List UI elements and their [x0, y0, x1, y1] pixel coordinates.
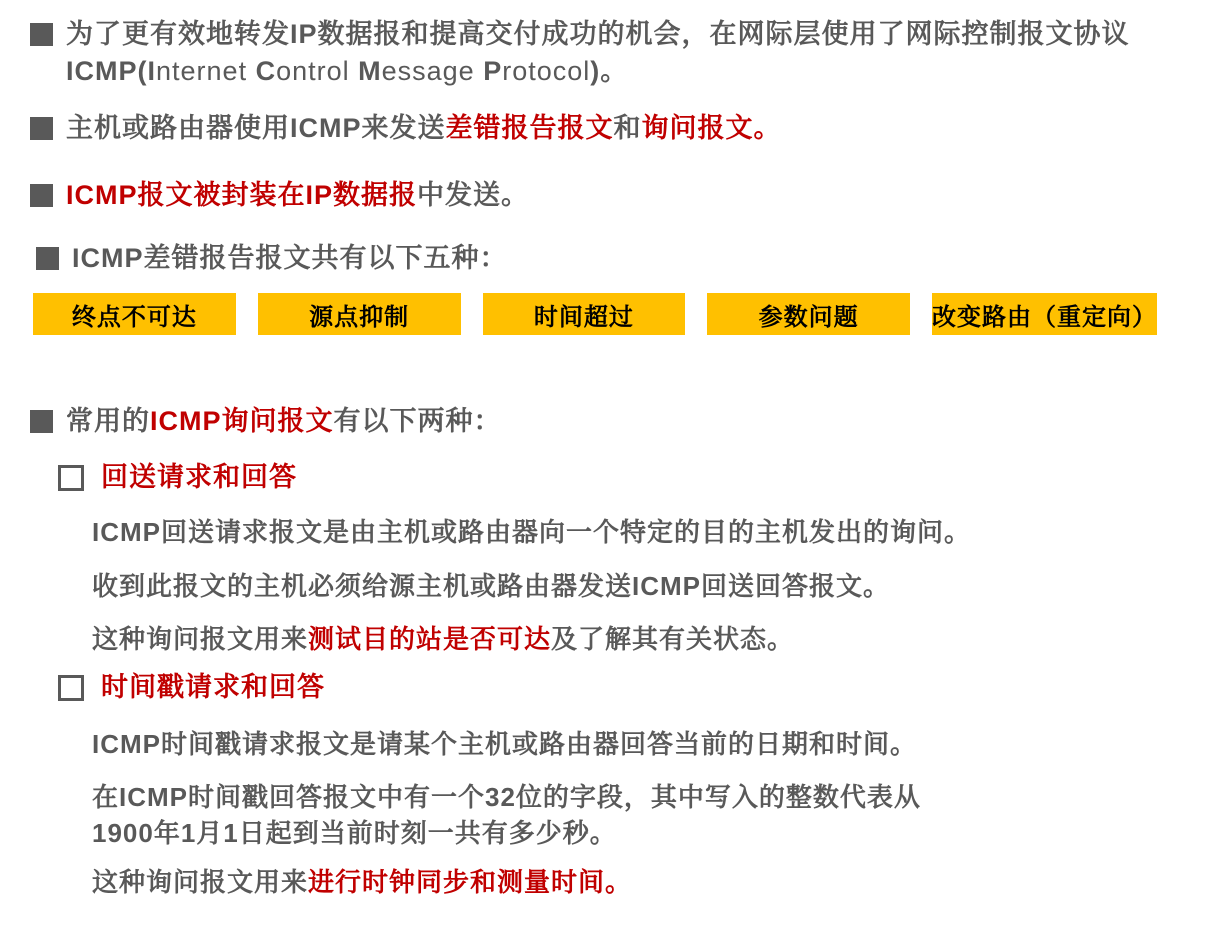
bullet-item-error-types [36, 240, 508, 277]
error-type-box: 改变路由（重定向） [932, 293, 1157, 335]
bullet-square-icon [30, 117, 53, 140]
text-run-red: 询问报文。 [641, 113, 782, 143]
bullet-error-types-text: ICMP差错报告报文共有以下五种： [72, 243, 508, 273]
timestamp-paragraph-1: ICMP时间戳请求报文是请某个主机或路由器回答当前的日期和时间。 [92, 729, 918, 759]
error-type-box: 参数问题 [707, 293, 910, 335]
bullet-encapsulation-text [66, 177, 529, 214]
text-run: 和 [613, 113, 642, 143]
timestamp-paragraph-2 [92, 779, 921, 851]
timestamp-paragraph-2-line1: 在ICMP时间戳回答报文中有一个32位的字段，其中写入的整数代表从 [92, 782, 921, 812]
text-run: 主机或路由器使用ICMP来发送 [66, 113, 446, 143]
bullet-item-intro [30, 16, 1130, 90]
text-run-red: 差错报告报文 [445, 113, 614, 143]
echo-paragraph-3 [92, 621, 794, 657]
echo-paragraph-1: ICMP回送请求报文是由主机或路由器向一个特定的目的主机发出的询问。 [92, 517, 972, 547]
bullet-intro-line1: 为了更有效地转发IP数据报和提高交付成功的机会，在网际层使用了网际控制报文协议 [66, 19, 1130, 49]
bullet-item-usage [30, 110, 782, 147]
echo-paragraph-2: 收到此报文的主机必须给源主机或路由器发送ICMP回送回答报文。 [92, 571, 891, 601]
timestamp-paragraph-2-line2: 1900年1月1日起到当前时刻一共有多少秒。 [92, 818, 617, 848]
text-run: I [147, 56, 157, 86]
bullet-intro-line2 [66, 53, 1130, 90]
bullet-square-icon [30, 410, 53, 433]
bullet-query-types-text [66, 403, 502, 440]
bullet-square-icon [30, 23, 53, 46]
hollow-square-icon [58, 465, 84, 491]
text-run: 这种询问报文用来 [92, 624, 309, 654]
text-run-red: 测试目的站是否可达 [308, 624, 552, 654]
text-run: rotocol [502, 56, 591, 86]
text-run: 常用的 [66, 406, 150, 436]
text-run: 及了解其有关状态。 [551, 624, 795, 654]
text-run-red: 进行时钟同步和测量时间。 [308, 867, 633, 897]
text-run: C [255, 56, 277, 86]
text-run: 这种询问报文用来 [92, 867, 309, 897]
error-type-box: 终点不可达 [33, 293, 236, 335]
text-run: 中发送。 [417, 180, 530, 210]
hollow-square-icon [58, 675, 84, 701]
bullet-item-query-types [30, 403, 502, 440]
text-run: 有以下两种： [333, 406, 502, 436]
text-run: essage [381, 56, 484, 86]
bullet-item-encapsulation [30, 177, 529, 214]
bullet-usage-text [66, 110, 782, 147]
sub-bullet-timestamp [58, 671, 325, 704]
timestamp-paragraph-3 [92, 864, 632, 900]
sub-bullet-echo-title: 回送请求和回答 [101, 462, 297, 492]
text-run: ICMP( [66, 56, 148, 86]
bullet-square-icon [30, 184, 53, 207]
sub-bullet-echo [58, 461, 297, 494]
text-run: )。 [590, 56, 629, 86]
text-run-red: ICMP报文被封装在IP数据报 [66, 180, 418, 210]
text-run: P [483, 56, 503, 86]
text-run: ontrol [276, 56, 359, 86]
bullet-intro-text [66, 16, 1130, 90]
text-run-red: ICMP询问报文 [150, 406, 334, 436]
text-run: nternet [156, 56, 256, 86]
error-type-box-row [33, 293, 1157, 335]
error-type-box: 源点抑制 [258, 293, 461, 335]
text-run: M [358, 56, 382, 86]
sub-bullet-timestamp-title: 时间戳请求和回答 [101, 672, 325, 702]
error-type-box: 时间超过 [483, 293, 686, 335]
bullet-square-icon [36, 247, 59, 270]
